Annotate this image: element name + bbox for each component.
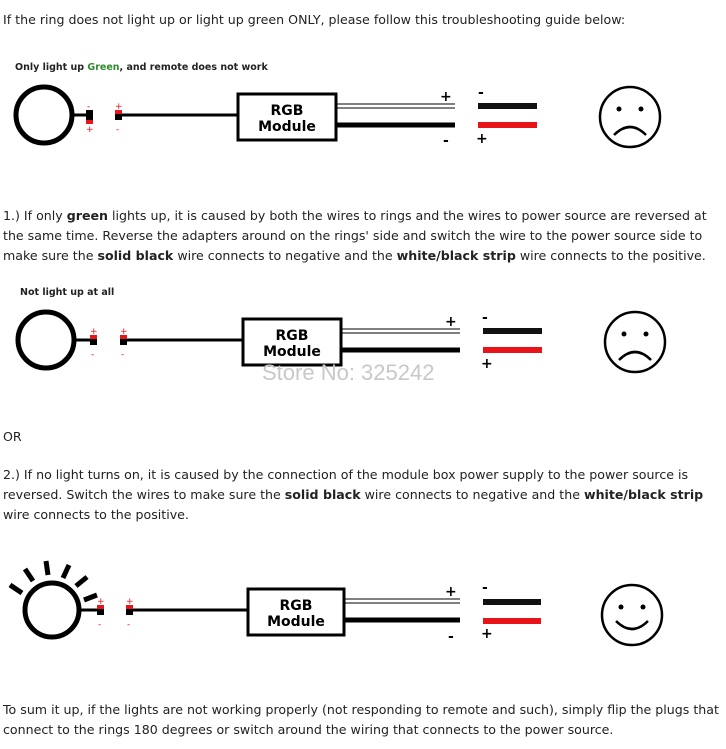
step2-text <box>3 465 725 525</box>
wire-minus-label: - <box>443 133 449 149</box>
ring-light-icon <box>16 87 72 143</box>
ring-plus-label: + <box>90 327 98 337</box>
module-label-line2: Module <box>258 119 316 135</box>
bold-white-black-strip: white/black strip <box>396 248 516 263</box>
caption-text: , and remote does not work <box>119 62 268 73</box>
store-watermark: Store No: 325242 <box>262 360 435 385</box>
wiring-diagram-1 <box>0 75 726 160</box>
bold-solid-black: solid black <box>97 248 174 263</box>
module-label-line1: RGB <box>270 103 304 119</box>
text-span: wire connects to negative and the <box>173 248 397 263</box>
wire-plus-label: + <box>440 89 452 105</box>
ring-connector-red <box>86 120 93 124</box>
or-text: OR <box>3 429 22 444</box>
power-minus-label: - <box>482 310 488 326</box>
bold-white-black-strip: white/black strip <box>583 487 704 502</box>
power-minus-label: - <box>478 85 484 101</box>
glowing-ring-icon <box>10 561 97 637</box>
module-label-line2: Module <box>267 614 325 630</box>
summary-text: To sum it up, if the lights are not working properly (not responding to remote and such), simply flip the plugs that connect to the rings 180 degrees or switch around the wiring that connects to the power source. <box>3 702 719 737</box>
wire-plus-label: + <box>445 314 457 330</box>
intro-text: If the ring does not light up or light up green ONLY, please follow this troubleshooting guide below: <box>3 12 626 27</box>
power-plus-label: + <box>481 356 493 372</box>
module-label-line2: Module <box>263 344 321 360</box>
diagram2-caption: Not light up at all <box>20 287 115 298</box>
power-plus-label: + <box>476 131 488 147</box>
ring-minus-label: - <box>91 350 95 360</box>
wire-plus-label: + <box>445 584 457 600</box>
adapter-plus-label: + <box>126 597 134 607</box>
adapter-plus-label: + <box>120 327 128 337</box>
happy-face-icon <box>602 585 662 645</box>
power-plus-label: + <box>481 626 493 642</box>
sad-face-icon <box>605 312 665 372</box>
wire-minus-label: - <box>448 629 454 645</box>
adapter-minus-label: - <box>127 620 131 630</box>
module-label-line1: RGB <box>279 598 313 614</box>
adapter-plus-label: + <box>115 102 123 112</box>
text-span: 1.) If only <box>3 208 67 223</box>
ring-light-icon <box>18 312 74 368</box>
text-span: lights up, it is caused by both the wires to rings and the wires to power source are reversed at the same time. Reverse the adapters around on the rings' side and switch the wire to the power source side to make sure the <box>3 208 707 263</box>
power-minus-label: - <box>482 580 488 596</box>
adapter-minus-label: - <box>121 350 125 360</box>
text-span: 2.) If no light turns on, it is caused by the connection of the module box power supply to the power source is reversed. Switch the wires to make sure the <box>3 467 689 502</box>
bold-green-word: green <box>66 208 109 223</box>
adapter-minus-label: - <box>116 125 120 135</box>
caption-text: Only light up <box>15 62 88 73</box>
ring-plus-label: + <box>97 597 105 607</box>
module-label-line1: RGB <box>275 328 309 344</box>
caption-green-text: Green <box>87 62 120 73</box>
text-span: wire connects to the positive. <box>3 507 189 522</box>
wiring-diagram-3 <box>0 555 726 650</box>
text-span: wire connects to the positive. <box>515 248 706 263</box>
bold-solid-black: solid black <box>284 487 361 502</box>
sad-face-icon <box>600 87 660 147</box>
step1-text <box>3 206 725 266</box>
ring-plus-label: + <box>86 125 94 135</box>
diagram1-caption <box>15 62 268 73</box>
ring-minus-label: - <box>98 620 102 630</box>
text-span: wire connects to negative and the <box>360 487 584 502</box>
ring-minus-label: - <box>87 102 91 112</box>
